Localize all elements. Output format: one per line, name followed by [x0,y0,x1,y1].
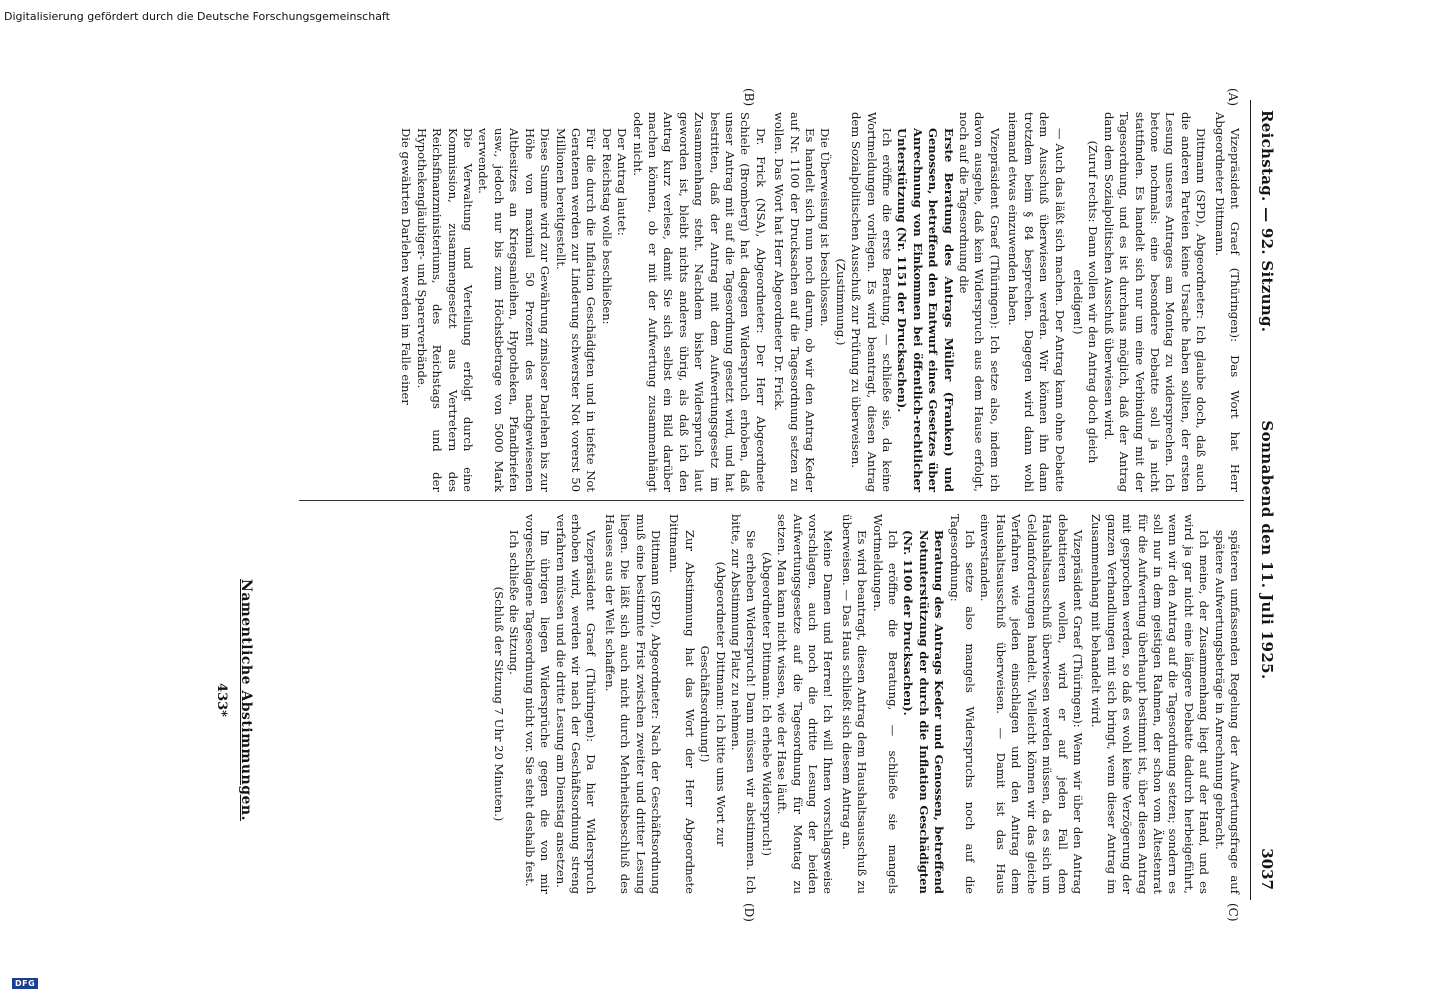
page-number: 3037 [1258,848,1276,890]
paragraph: Dittmann (SPD), Abgeordneter: Nach der Geschäftsordnung muß eine bestimmte Frist zwischen zweiter und dritter Lesung liegen. Die läßt sich auch nicht durch Mehrheitsbeschluß des Hauses aus der Welt schaffen. [602,514,663,894]
running-header-left: Reichstag. — 92. Sitzung. [1258,110,1276,333]
paragraph: Vizepräsident Graef (Thüringen): Das Wort hat Herr Abgeordneter Dittmann. [1212,112,1242,492]
paragraph: Ich meine, der Zusammenhang liegt auf der Hand, und es wird ja gar nicht eine längere Debatte dadurch herbeigeführt, wenn wir den Antrag auf die Tagesordnung setzen; sondern es soll nur in dem geistigen Rahmen, der schon vom Ältestenrat für die Aufwertung überhaupt bestimmt ist, über diesen Antrag mit gesprochen werden, so daß es wohl keine Verzögerung der ganzen Verhandlungen mit sich bringt, wenn dieser Antrag im Zusammenhang mit behandelt wird. [1089,514,1212,894]
column-divider [299,500,1244,501]
paragraph: Ich schließe die Sitzung. [507,530,522,675]
interjection: (Abgeordneter Dittmann: Ich erhebe Widerspruch!) [759,551,774,857]
dfg-logo-icon: DFG [12,978,38,989]
section-title: Namentliche Abstimmungen. [238,579,254,821]
motion-text: Die gewährten Darlehen werden im Falle einer [399,128,414,405]
agenda-item: Erste Beratung des Antrags Müller (Franken) und Genossen, betreffend den Entwurf eines Gesetzes über Anrechnung von Einkommen bei öffentlich-rechtlicher Unterstützung (Nr. 1151 der Drucksachen). [895,128,956,492]
left-column [398,112,1242,492]
margin-marker-d: (D) [742,903,756,922]
running-header-date: Sonnabend den 11. Juli 1925. [1258,420,1276,680]
paragraph: Vizepräsident Graef (Thüringen): Wenn wir über den Antrag debattieren wollen, wird er auf jeden Fall dem Haushaltsausschuß überwiesen werden müssen, da es sich um Geldanforderungen handelt. Vielleicht können wir das gleiche Verfahren wie jeden einschlagen und den Antrag dem Haushaltsausschuß überweisen. — Damit ist das Haus einverstanden. [978,514,1085,894]
paragraph: Es handelt sich nun noch darum, ob wir den Antrag Keder auf Nr. 1100 der Drucksachen auf die Tagesordnung setzen zu wollen. Das Wort hat Herr Abgeordneter Dr. Frick. [772,112,818,492]
session-end-note: (Schluß der Sitzung 7 Uhr 20 Minuten.) [491,586,506,822]
paragraph: Vizepräsident Graef (Thüringen): Ich setze also, indem ich davon ausgehe, daß kein Widerspruch aus dem Hause erfolgt, noch auf die Tagesordnung die [957,112,1002,492]
paragraph: Dittmann (SPD), Abgeordneter: Ich glaube doch, daß auch die anderen Parteien keine Ursache haben sollten, der ersten Lesung unseres Antrages am Montag zu widersprechen. Ich betone nochmals: eine besondere Debatte soll ja nicht stattfinden. Es handelt sich nur um eine Verbindung mit der Tagesordnung, und es ist durchaus möglich, daß der Antrag dann dem Sozialpolitischen Ausschuß überwiesen wird. [1101,112,1209,492]
motion-text: Die Verwaltung und Verteilung erfolgt durch eine Kommission, zusammengesetzt aus Vertretern des Reichsfinanzministeriums, des Reichstags und der Hypothekengläubiger- und Sparerverbände. [414,128,476,492]
paragraph: Dr. Frick (NSA), Abgeordneter: Der Herr Abgeordnete Schiele (Bromberg) hat dagegen Widerspruch erhoben, daß unser Antrag mit auf die Tagesordnung gesetzt wird, und hat bestritten, daß der Antrag mit dem Aufwertungsgesetz im Zusammenhang steht. Nachdem bisher Widerspruch laut geworden ist, bleibt nichts anderes übrig, als daß ich den Antrag kurz verlese, damit Sie sich selbst ein Bild darüber machen können, ob er mit der Aufwertung zusammenhängt oder nicht. [630,112,768,492]
interjection: (Zustimmung.) [833,258,848,346]
paragraph: Ich setze also mangels Widerspruchs noch auf die Tagesordnung: [947,514,978,894]
paragraph: Zur Abstimmung hat das Wort der Herr Abgeordnete Dittmann. [667,514,697,894]
motion-text: Für die durch die Inflation Geschädigten und in tiefste Not Geratenen werden zur Linderung schwerster Not vorerst 50 Millionen bereitgestellt. [553,128,599,492]
paragraph: Die Überweisung ist beschlossen. [818,128,833,327]
header-rule [1250,100,1251,900]
motion-text: Der Reichstag wolle beschließen: [599,128,614,325]
paragraph: Sie erheben Widerspruch! Dann müssen wir abstimmen. Ich bitte, zur Abstimmung Platz zu nehmen. [729,514,759,894]
paragraph: Meine Damen und Herren! Ich will Ihnen vorschlagsweise vorschlagen, auch noch die dritte Lesung der beiden Aufwertungsgesetze auf die Tagesordnung für Montag zu setzen. Man kann nicht wissen, wie der Hase läuft. [775,514,836,894]
right-column [491,514,1243,894]
paragraph: Der Antrag lautet: [615,128,630,236]
motion-text: Diese Summe wird zur Gewährung zinsloser Darlehen bis zur Höhe von maximal 50 Prozent des nachgewiesenen Altbesitzes an Kriegsanleihen, Hypotheken, Pfandbriefen usw., jedoch nur bis zum Höchstbetrage von 5000 Mark verwendet. [476,128,553,492]
paragraph: Ich eröffne die erste Beratung, — schließe sie, da keine Wortmeldungen vorliegen. Es wird beantragt, diesen Antrag dem Sozialpolitischen Ausschuß zur Prüfung zu überweisen. [849,112,895,492]
margin-marker-b: (B) [742,88,756,107]
margin-marker-c: (C) [1226,903,1240,922]
paragraph: Ich eröffne die Beratung, — schließe sie mangels Wortmeldungen. [870,514,901,894]
paragraph: Im übrigen liegen Widersprüche gegen die von mir vorgeschlagene Tagesordnung nicht vor. Sie steht deshalb fest. [522,514,553,894]
paragraph: — Auch das läßt sich machen. Der Antrag kann ohne Debatte dem Ausschuß überwiesen werden. Wir können ihn dann trotzdem beim § 84 besprechen. Dagegen wird dann wohl niemand etwas einzuwenden haben. [1006,112,1067,492]
interjection: (Zuruf rechts: Dann wollen wir den Antrag doch gleich erledigen!) [1070,140,1101,464]
motion-text: späteren umfassenden Regelung der Aufwertungsfrage auf spätere Aufwertungsbeträge in Anrechnung gebracht. [1212,530,1242,894]
interjection: (Abgeordneter Dittmann: Ich bitte ums Wort zur Geschäftsordnung!) [698,561,728,847]
margin-marker-a: (A) [1226,88,1240,107]
paragraph: Vizepräsident Graef (Thüringen): Da hier Widerspruch erhoben wird, werden wir nach der Geschäftsordnung streng verfahren müssen und die dritte Lesung am Dienstag ansetzen. [553,514,599,894]
agenda-item: Beratung des Antrags Keder und Genossen, betreffend Notunterstützung der durch die Inflation Geschädigten (Nr. 1100 der Drucksachen). [901,530,947,894]
digitization-note: Digitalisierung gefördert durch die Deutsche Forschungsgemeinschaft [4,10,390,23]
paragraph: Es wird beantragt, diesen Antrag dem Haushaltsausschuß zu überweisen. — Das Haus schließt sich diesem Antrag an. [839,514,870,894]
page-signature: 433* [214,683,229,717]
